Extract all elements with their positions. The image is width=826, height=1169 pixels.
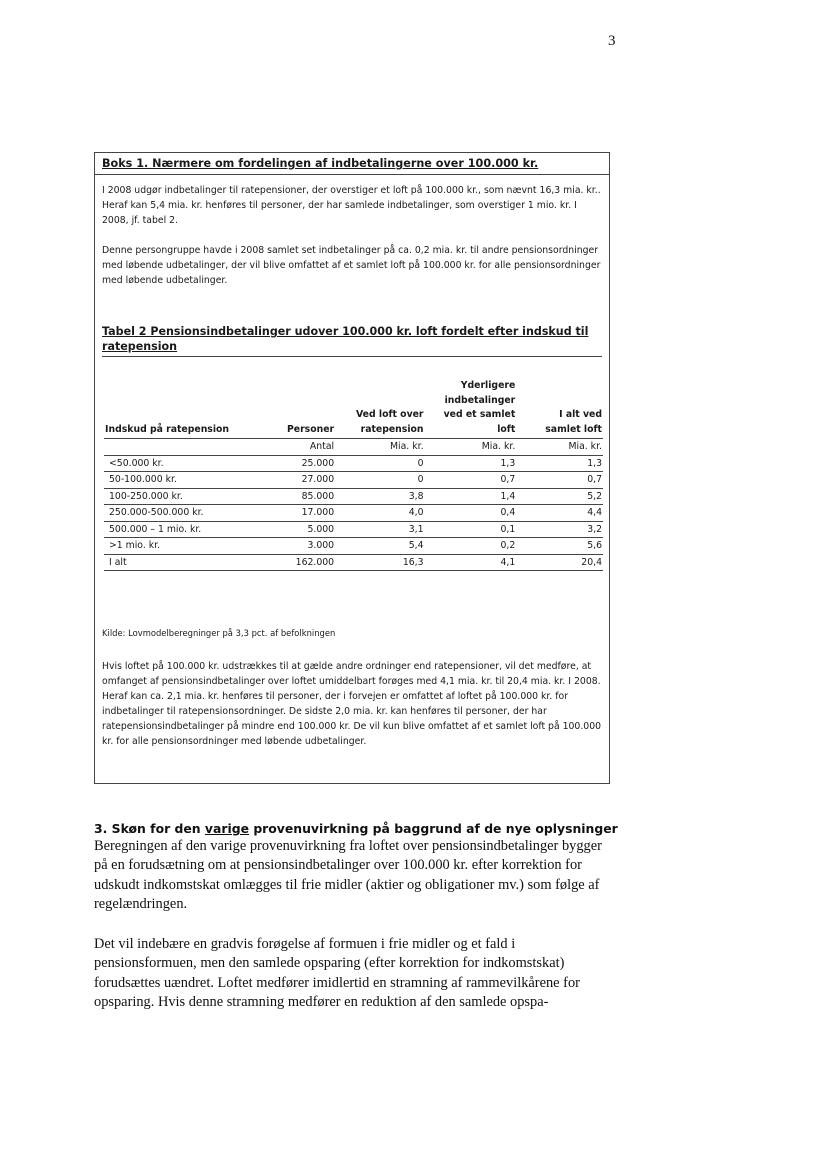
table-cell: 17.000 <box>267 505 335 522</box>
table-cell: 1,3 <box>425 455 517 472</box>
table-cell: 25.000 <box>267 455 335 472</box>
table-cell: >1 mio. kr. <box>104 538 267 555</box>
column-header: Ved loft over ratepension <box>335 379 424 439</box>
column-header: Yderligere indbetalinger ved et samlet loft <box>425 379 517 439</box>
table-cell: 0,2 <box>425 538 517 555</box>
table-cell: 4,0 <box>335 505 424 522</box>
table-row <box>104 554 603 571</box>
table-cell <box>104 439 267 456</box>
section-heading-suffix: provenuvirkning på baggrund af de nye oplysninger <box>249 821 618 836</box>
box-title-divider <box>95 174 609 175</box>
table-cell: 4,1 <box>425 554 517 571</box>
table-row <box>104 521 603 538</box>
table-cell: 20,4 <box>516 554 603 571</box>
table-cell: 0,7 <box>516 472 603 489</box>
section-heading <box>94 821 618 836</box>
table-row <box>104 505 603 522</box>
table-cell: 4,4 <box>516 505 603 522</box>
column-header: I alt ved samlet loft <box>516 379 603 439</box>
pension-table <box>104 379 603 571</box>
table-cell: 100-250.000 kr. <box>104 488 267 505</box>
table-cell: Mia. kr. <box>335 439 424 456</box>
table-cell: 0 <box>335 472 424 489</box>
table-cell: 0,4 <box>425 505 517 522</box>
column-header: Personer <box>267 379 335 439</box>
table-cell: 1,4 <box>425 488 517 505</box>
page-number: 3 <box>608 33 616 49</box>
table-cell: 0 <box>335 455 424 472</box>
table-source-note: Kilde: Lovmodelberegninger på 3,3 pct. af befolkningen <box>102 628 336 638</box>
box-paragraph-3: Hvis loftet på 100.000 kr. udstrækkes til at gælde andre ordninger end ratepensioner, vil det medføre, at omfanget af pensionsindbetalinger over loftet umiddelbart forøges med 4,1 mia. kr. til 20,4 mia. kr. I 2008. Heraf kan ca. 2,1 mia. kr. henføres til personer, der i forvejen er omfattet af loftet på 100.000 kr. for indbetalinger til ratepensionsordninger. De sidste 2,0 mia. kr. kan henføres til personer, der har ratepensionsindbetalinger på mindre end 100.000 kr. De vil kun blive omfattet af et samlet loft på 100.000 kr. for alle pensionsordninger med løbende udbetalinger. <box>102 661 602 747</box>
column-header: Indskud på ratepension <box>104 379 267 439</box>
table-cell: Mia. kr. <box>425 439 517 456</box>
table-cell: 1,3 <box>516 455 603 472</box>
body-paragraph-2: Det vil indebære en gradvis forøgelse af formuen i frie midler og et fald i pensionsformuen, men den samlede opsparing (efter korrektion for indkomstskat) forudsættes uændret. Loftet medfører imidlertid en stramning af rammevilkårene for opsparing. Hvis denne stramning medfører en reduktion af den samlede opspa- <box>94 936 580 1010</box>
body-paragraph-1: Beregningen af den varige provenuvirkning fra loftet over pensionsindbetalinger bygger på en forudsætning om at pensionsindbetalinger over 100.000 kr. efter korrektion for udskudt indkomstskat omlægges til frie midler (aktier og obligationer mv.) som følge af regelændringen. <box>94 838 602 912</box>
table-cell: 0,1 <box>425 521 517 538</box>
table-cell: 250.000-500.000 kr. <box>104 505 267 522</box>
table-row <box>104 538 603 555</box>
table-cell: <50.000 kr. <box>104 455 267 472</box>
table-cell: 3,8 <box>335 488 424 505</box>
box-paragraph-2: Denne persongruppe havde i 2008 samlet set indbetalinger på ca. 0,2 mia. kr. til andre pensionsordninger med løbende udbetalinger, der vil blive omfattet af et samlet loft på 100.000 kr. for alle pensionsordninger med løbende udbetalinger. <box>102 245 601 286</box>
table-cell: 500.000 – 1 mio. kr. <box>104 521 267 538</box>
table-row <box>104 455 603 472</box>
table-cell: 0,7 <box>425 472 517 489</box>
table-cell: 3,1 <box>335 521 424 538</box>
table-cell: Mia. kr. <box>516 439 603 456</box>
table-cell: I alt <box>104 554 267 571</box>
box-title: Boks 1. Nærmere om fordelingen af indbetalingerne over 100.000 kr. <box>102 157 539 170</box>
table-cell: 5,6 <box>516 538 603 555</box>
table-cell: 5,4 <box>335 538 424 555</box>
table-cell: 50-100.000 kr. <box>104 472 267 489</box>
table-cell: Antal <box>267 439 335 456</box>
section-heading-emphasis: varige <box>204 821 249 836</box>
table-cell: 3,2 <box>516 521 603 538</box>
section-heading-prefix: 3. Skøn for den <box>94 821 205 836</box>
info-box <box>94 152 610 784</box>
table-row <box>104 472 603 489</box>
table-cell: 162.000 <box>267 554 335 571</box>
table-unit-row <box>104 439 603 456</box>
table-cell: 27.000 <box>267 472 335 489</box>
table-cell: 3.000 <box>267 538 335 555</box>
table-row <box>104 488 603 505</box>
table-cell: 5,2 <box>516 488 603 505</box>
table-title: Tabel 2 Pensionsindbetalinger udover 100.000 kr. loft fordelt efter indskud til ratepension <box>102 324 602 357</box>
table-header-row <box>104 379 603 439</box>
table-cell: 85.000 <box>267 488 335 505</box>
box-paragraph-1: I 2008 udgør indbetalinger til ratepensioner, der overstiger et loft på 100.000 kr., som nævnt 16,3 mia. kr.. Heraf kan 5,4 mia. kr. henføres til personer, der har samlede indbetalinger, som overstiger 1 mio. kr. I 2008, jf. tabel 2. <box>102 185 601 226</box>
table-cell: 5.000 <box>267 521 335 538</box>
table-cell: 16,3 <box>335 554 424 571</box>
